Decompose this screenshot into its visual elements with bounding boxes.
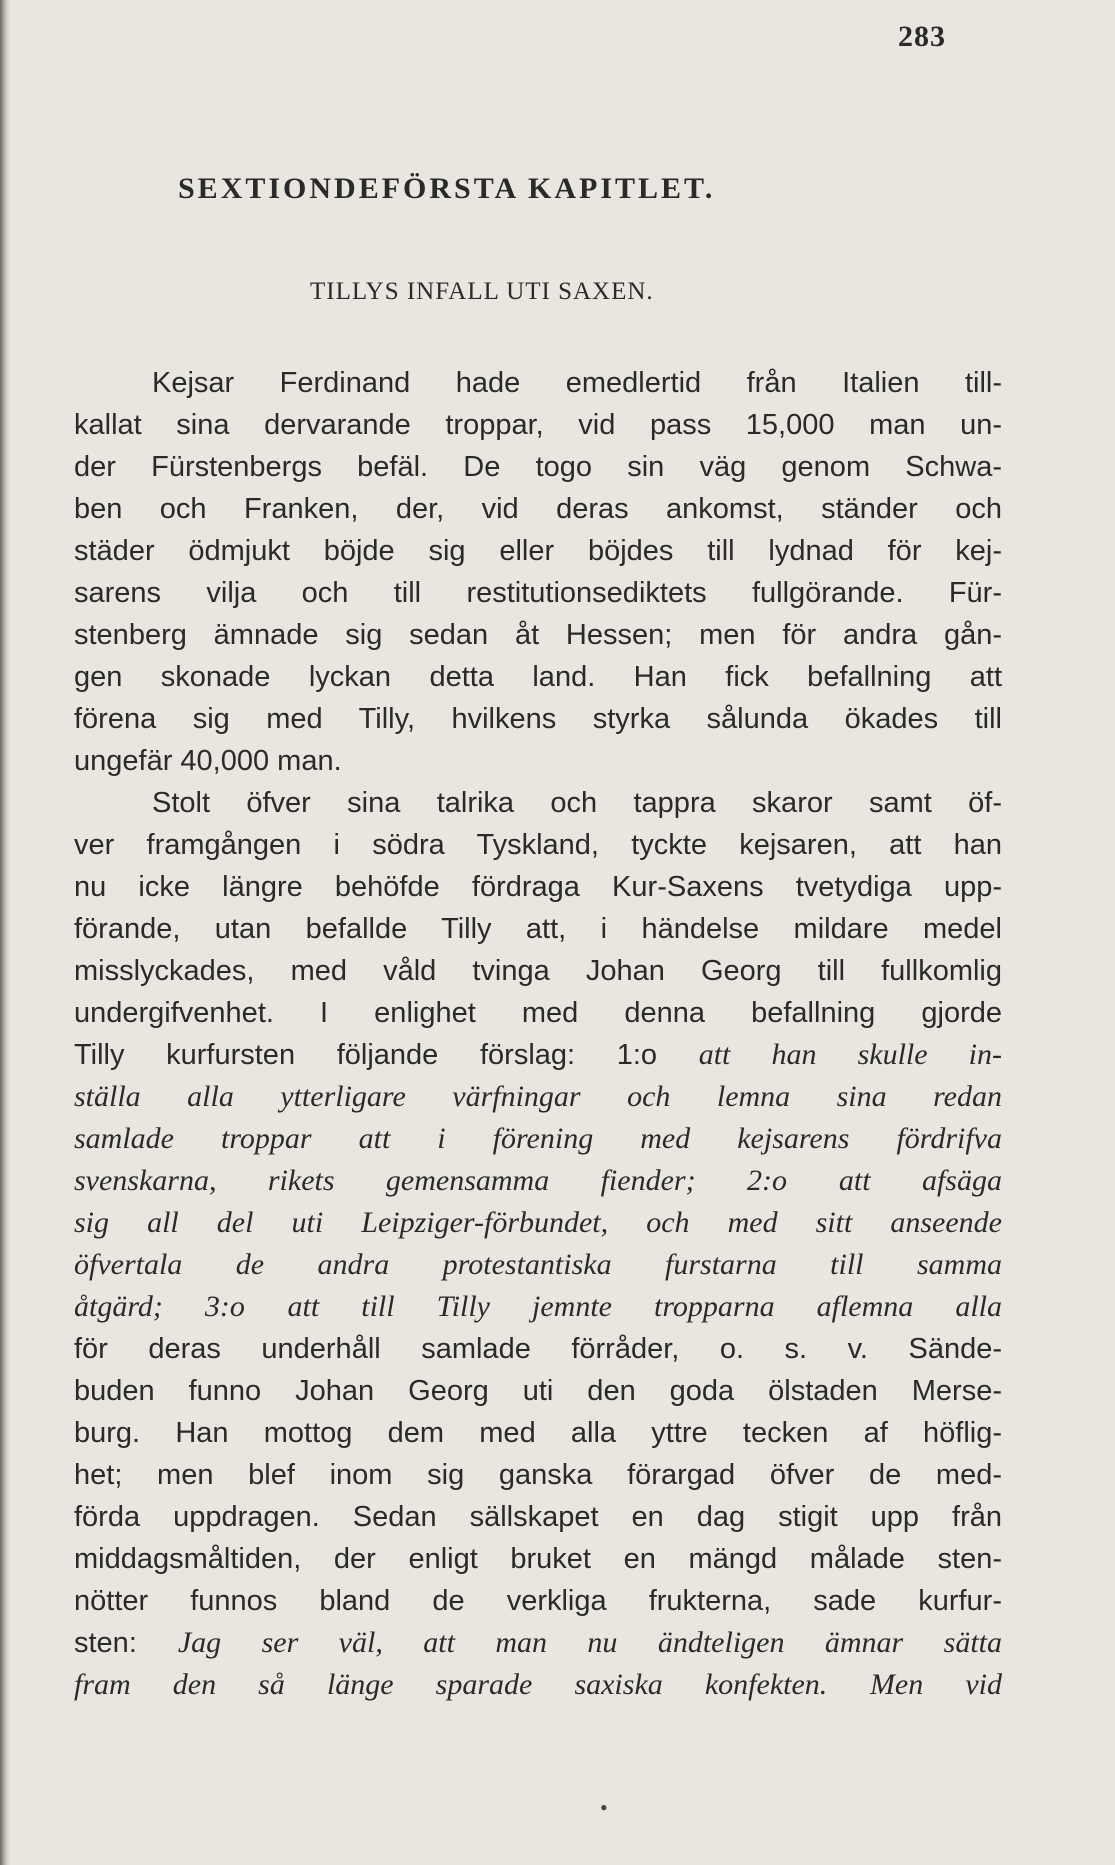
text-line: ver framgången i södra Tyskland, tyckte kejsaren, att han — [74, 829, 1002, 861]
text-line — [74, 1664, 1002, 1706]
text-line: förena sig med Tilly, hvilkens styrka sålunda ökades till — [74, 703, 1002, 735]
section-title: TILLYS INFALL UTI SAXEN. — [310, 278, 654, 305]
text-line: förande, utan befallde Tilly att, i händelse mildare medel — [74, 913, 1002, 945]
text-line-roman: Tilly kurfursten följande förslag: 1:o — [74, 1039, 658, 1071]
text-line-italic: att afsäga — [838, 1164, 1002, 1197]
chapter-title: SEXTIONDEFÖRSTA KAPITLET. — [178, 172, 716, 205]
text-line — [74, 1622, 1002, 1664]
text-line-italic: att till Tilly jemnte tropparna aflemna alla — [287, 1290, 1002, 1323]
text-line: middagsmåltiden, der enligt bruket en mängd målade sten- — [74, 1543, 1002, 1575]
text-line: för deras underhåll samlade förråder, o. s. v. Sände- — [74, 1333, 1002, 1365]
text-line: het; men blef inom sig ganska förargad öfver de med- — [74, 1459, 1002, 1491]
text-line: förda uppdragen. Sedan sällskapet en dag stigit upp från — [74, 1501, 1002, 1533]
text-line-italic: Men vid — [869, 1668, 1002, 1701]
text-line-italic: åtgärd; 3:o — [74, 1290, 245, 1323]
text-line-roman: sten: — [74, 1627, 137, 1659]
page-number: 283 — [898, 20, 946, 53]
text-line: undergifvenhet. I enlighet med denna befallning gjorde — [74, 997, 1002, 1029]
text-line-italic: ställa alla ytterligare värfningar och lemna sina redan — [74, 1080, 1002, 1113]
text-line: burg. Han mottog dem med alla yttre tecken af höflig- — [74, 1417, 1002, 1449]
text-line: kallat sina dervarande troppar, vid pass 15,000 man un- — [74, 409, 1002, 441]
text-line: der Fürstenbergs befäl. De togo sin väg genom Schwa- — [74, 451, 1002, 483]
text-line-italic: att han skulle in- — [698, 1038, 1002, 1071]
speck: • — [600, 1795, 608, 1820]
text-line: buden funno Johan Georg uti den goda ölstaden Merse- — [74, 1375, 1002, 1407]
text-line: nu icke längre behöfde fördraga Kur-Saxens tvetydiga upp- — [74, 871, 1002, 903]
text-line: misslyckades, med våld tvinga Johan Georg till fullkomlig — [74, 955, 1002, 987]
text-line-italic: Jag ser väl, att man nu ändteligen ämnar sätta — [177, 1626, 1002, 1659]
text-line — [74, 1286, 1002, 1328]
text-line: stenberg ämnade sig sedan åt Hessen; men för andra gån- — [74, 619, 1002, 651]
text-line-italic: samlade troppar att i förening med kejsarens fördrifva — [74, 1122, 1002, 1155]
text-line-italic: sig all del uti Leipziger-förbundet, och med sitt anseende — [74, 1206, 1002, 1239]
text-line: nötter funnos bland de verkliga frukterna, sade kurfur- — [74, 1585, 1002, 1617]
text-line — [74, 1034, 1002, 1076]
text-line-italic: svenskarna, rikets gemensamma fiender; 2:o — [74, 1164, 787, 1197]
page-binding-edge — [0, 0, 10, 1865]
text-line-italic: öfvertala de andra protestantiska furstarna till samma — [74, 1248, 1002, 1281]
text-line: Stolt öfver sina talrika och tappra skaror samt öf- — [152, 787, 1002, 819]
text-line: Kejsar Ferdinand hade emedlertid från Italien till- — [152, 367, 1002, 399]
text-line: ben och Franken, der, vid deras ankomst, ständer och — [74, 493, 1002, 525]
text-line: städer ödmjukt böjde sig eller böjdes till lydnad för kej- — [74, 535, 1002, 567]
text-line: gen skonade lyckan detta land. Han fick befallning att — [74, 661, 1002, 693]
text-line: sarens vilja och till restitutionsediktets fullgörande. Für- — [74, 577, 1002, 609]
text-line — [74, 1160, 1002, 1202]
text-line-italic: fram den så länge sparade saxiska konfekten. — [74, 1668, 828, 1701]
text-line: ungefär 40,000 man. — [74, 745, 342, 777]
